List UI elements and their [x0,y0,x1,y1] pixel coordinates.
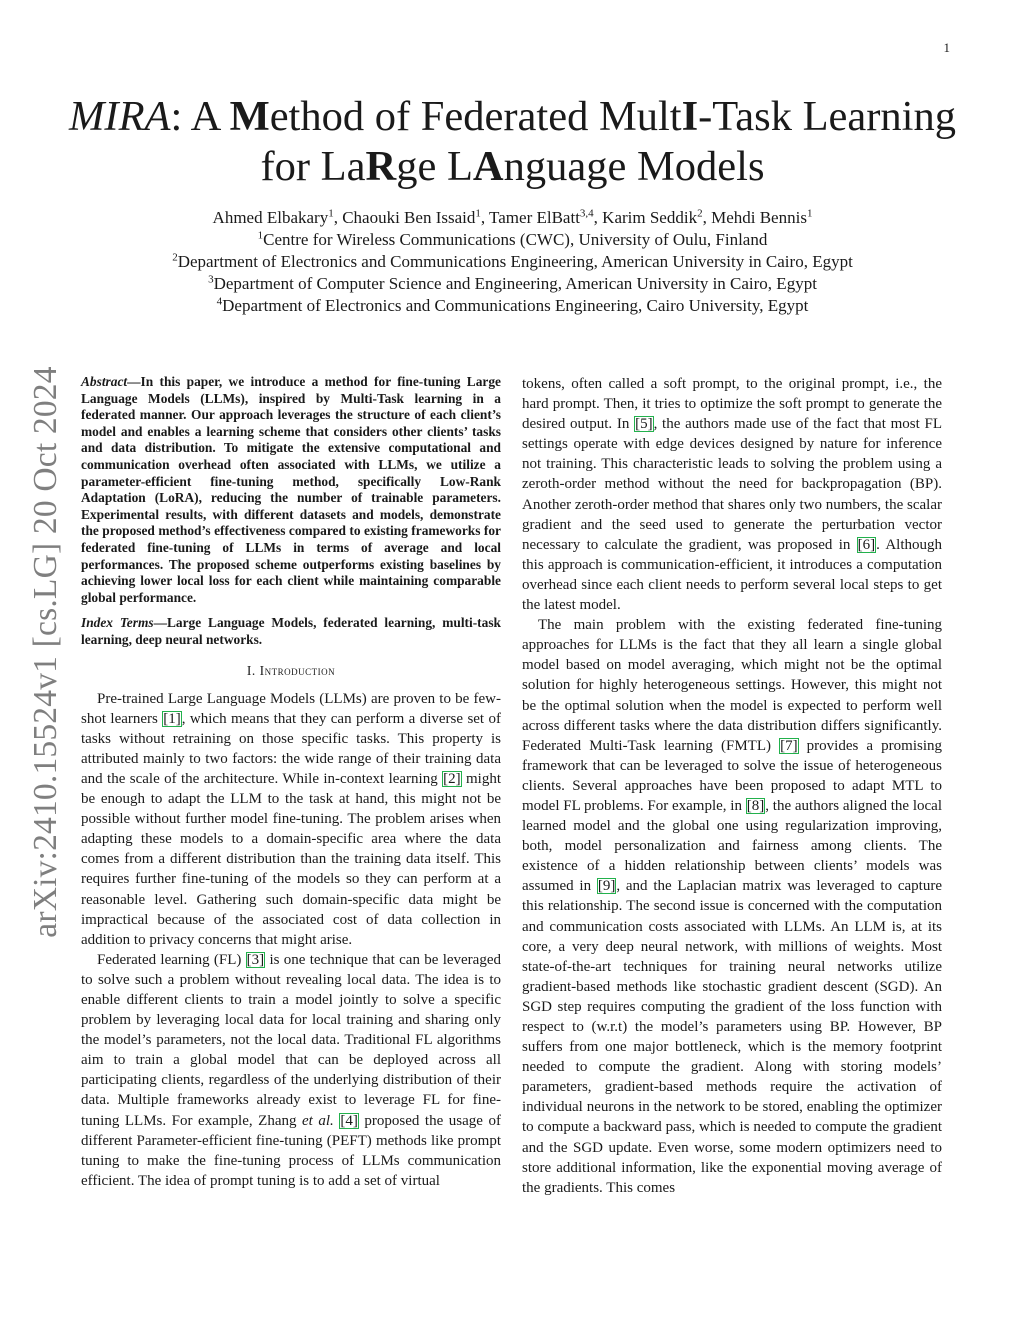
text-run: might be enough to adapt the LLM to the task at hand, this might not be possible without further model fine-tuning. The problem arises when adapting these models to a domain-specific area where the data comes from a different distribution than the training data itself. This requires further fine-tuning of the models so they can perform at a reasonable level. Gathering such domain-specific data might be impractical because of the associated cost of data collection in addition to privacy concerns that might arise. [81,770,501,948]
citation-link[interactable]: [2] [443,770,461,787]
affiliation-2 [60,251,965,273]
paragraph [522,615,942,1198]
title-mira: MIRA [69,93,171,140]
text-run: et al. [302,1112,334,1129]
citation-link[interactable]: [8] [746,797,765,814]
section-heading: I. Introduction [246,662,336,678]
affiliation-4 [60,295,965,317]
text-run: Federated learning (FL) [97,951,246,968]
paper-title [60,92,965,192]
arxiv-identifier: arXiv:2410.15524v1 [cs.LG] 20 Oct 2024 [27,366,64,938]
affiliation-text: Department of Electronics and Communications Engineering, American University in Cairo, Egypt [177,252,853,271]
title-bold-a: A [472,143,504,190]
title-part: ethod of Federated Mult [269,93,682,140]
index-terms-text: —Large Language Models, federated learning, multi-task learning, deep neural networks. [81,615,501,647]
paragraph [81,950,501,1191]
affiliation-marker: 1 [806,207,813,220]
title-bold-r: R [365,143,397,190]
title-part: ge L [396,143,473,190]
affiliation-marker: 2 [697,207,703,220]
affiliation-1 [60,229,965,251]
affiliation-marker: 3,4 [579,207,594,220]
title-part: : A [170,93,230,140]
affiliation-marker: 1 [475,207,481,220]
author-name: , Tamer ElBatt [480,208,580,227]
author-name: , Karim Seddik [593,208,698,227]
text-run: proposed the usage of different Parameter-efficient fine-tuning (PEFT) methods like prompt tuning to make the fine-tuning process of LLMs communication efficient. The idea of prompt tuning is to add a set of virtual [81,1112,501,1189]
paragraph [522,374,942,615]
citation-link[interactable]: [6] [857,536,876,553]
text-run: tokens, often called a soft prompt, to the original prompt, i.e., the hard prompt. Then, it tries to optimize the soft prompt to generate the desired output. In [522,376,942,433]
abstract-text: —In this paper, we introduce a method for fine-tuning Large Language Models (LLMs), inspired by Multi-Task learning in a federated manner. Our approach leverages the structure of each client’s model and enables a learning scheme that considers other clients’ tasks and data distribution. To mitigate the extensive computational and communication overhead often associated with LLMs, we utilize a parameter-efficient fine-tuning method, specifically Low-Rank Adaptation (LoRA), reducing the number of trainable parameters. Experimental results, with different datasets and models, demonstrate the proposed method’s effectiveness compared to existing frameworks for federated fine-tuning of LLMs in terms of average and local performances. The proposed scheme outperforms existing baselines by achieving lower local loss for each client while maintaining comparable global performance. [81,374,501,605]
right-column [522,374,942,1198]
title-part: -Task Learning [698,93,956,140]
text-run: The main problem with the existing federated fine-tuning approaches for LLMs is the fact that they all learn a single global model based on model averaging, which might not be the optimal solution for highly heterogeneous settings. However, this might not be the optimal solution when the model is expected to perform well across different tasks where the data distribution differs significantly. Federated Multi-Task learning (FMTL) [522,617,942,754]
affiliation-3 [60,273,965,295]
text-run: , which means that they can perform a diverse set of tasks without retraining on those specific tasks. This property is attributed mainly to two factors: the wide range of their training data and the scale of the architecture. While in-context learning [81,710,501,787]
abstract [81,374,501,606]
text-run: Pre-trained Large Language Models (LLMs) are proven to be few-shot learners [81,690,501,727]
affiliation-marker: 3 [208,273,214,286]
text-run: provides a promising framework that can be leveraged to solve the issue of heterogeneous clients. Several approaches have been proposed to adapt MTL to model FL problems. For example, in [522,737,942,814]
text-run: , the authors made use of the fact that most FL settings operate with edge devices designed by nature for inference not training. This characteristic leads to solving the problem using a zeroth-order method without the need for backpropagation (BP). Another zeroth-order method that shares only two numbers, the scalar gradient and the seed used to generate the perturbation vector necessary to calculate the gradient, was proposed in [522,416,942,553]
affiliation-text: Department of Electronics and Communications Engineering, Cairo University, Egypt [222,296,809,315]
title-bold-i: I [681,93,699,140]
author-block [60,207,965,317]
page-number: 1 [943,40,950,55]
affiliation-marker: 1 [257,229,264,242]
title-part: for La [260,143,366,190]
title-part: nguage Models [503,143,765,190]
author-list [60,207,965,229]
citation-link[interactable]: [4] [340,1112,358,1129]
citation-link[interactable]: [1] [163,710,181,727]
author-name: , Chaouki Ben Issaid [333,208,476,227]
author-name: Ahmed Elbakary [212,208,329,227]
left-column [81,374,501,1191]
text-run: , and the Laplacian matrix was leveraged to capture this relationship. The second issue is concerned with the computation and communication costs associated with LLMs. An LLM is, at its core, a very deep neural network, with millions of weights. Most state-of-the-art techniques for training neural networks utilize gradient-based methods like stochastic gradient descent (SGD). An SGD step requires computing the gradient of the loss function with respect to (w.r.t) the model’s parameters using BP. However, BP suffers from one major bottleneck, which is the memory footprint needed to compute the gradient. Along with storing models’ parameters, gradient-based methods require the activation of individual neurons in the network to be stored, enabling the optimizer to compute a backward pass, which is needed to compute the gradient and the SGD update. Even worse, some modern optimizers need to store additional information, like the exponential moving average of the gradients. This comes [522,878,942,1196]
text-run: , the authors aligned the local learned model and the global one using regularization improving, both, model personalization and fairness among clients. The existence of a hidden relationship between clients’ models was assumed in [522,797,942,895]
index-terms-label: Index Terms [81,615,154,631]
index-terms [81,615,501,648]
affiliation-marker: 4 [216,295,223,308]
citation-link[interactable]: [9] [597,878,616,895]
text-run: . Although this approach is communication-efficient, it introduces a computation overhead since each client needs to perform several local steps to get the latest model. [522,536,943,614]
title-bold-m: M [229,93,270,140]
paragraph [81,689,501,950]
affiliation-text: Centre for Wireless Communications (CWC), University of Oulu, Finland [263,230,768,249]
affiliation-marker: 2 [172,251,178,264]
affiliation-text: Department of Computer Science and Engineering, American University in Cairo, Egypt [213,274,817,293]
abstract-label: Abstract [81,374,128,389]
author-name: , Mehdi Bennis [702,208,807,227]
citation-link[interactable]: [7] [780,737,798,754]
citation-link[interactable]: [3] [246,951,265,968]
affiliation-marker: 1 [328,207,334,220]
citation-link[interactable]: [5] [635,416,653,433]
text-run: is one technique that can be leveraged to solve such a problem without revealing local data. The idea is to enable different clients to train a model jointly to solve a specific problem by leveraging local data for local training and sharing only the model’s parameters, not the local data. Traditional FL algorithms aim to train a global model that can be deployed across all participating clients, regardless of the underlying distribution of their data. Multiple frameworks already exist to leverage FL for fine-tuning LLMs. For example, Zhang [81,951,501,1129]
